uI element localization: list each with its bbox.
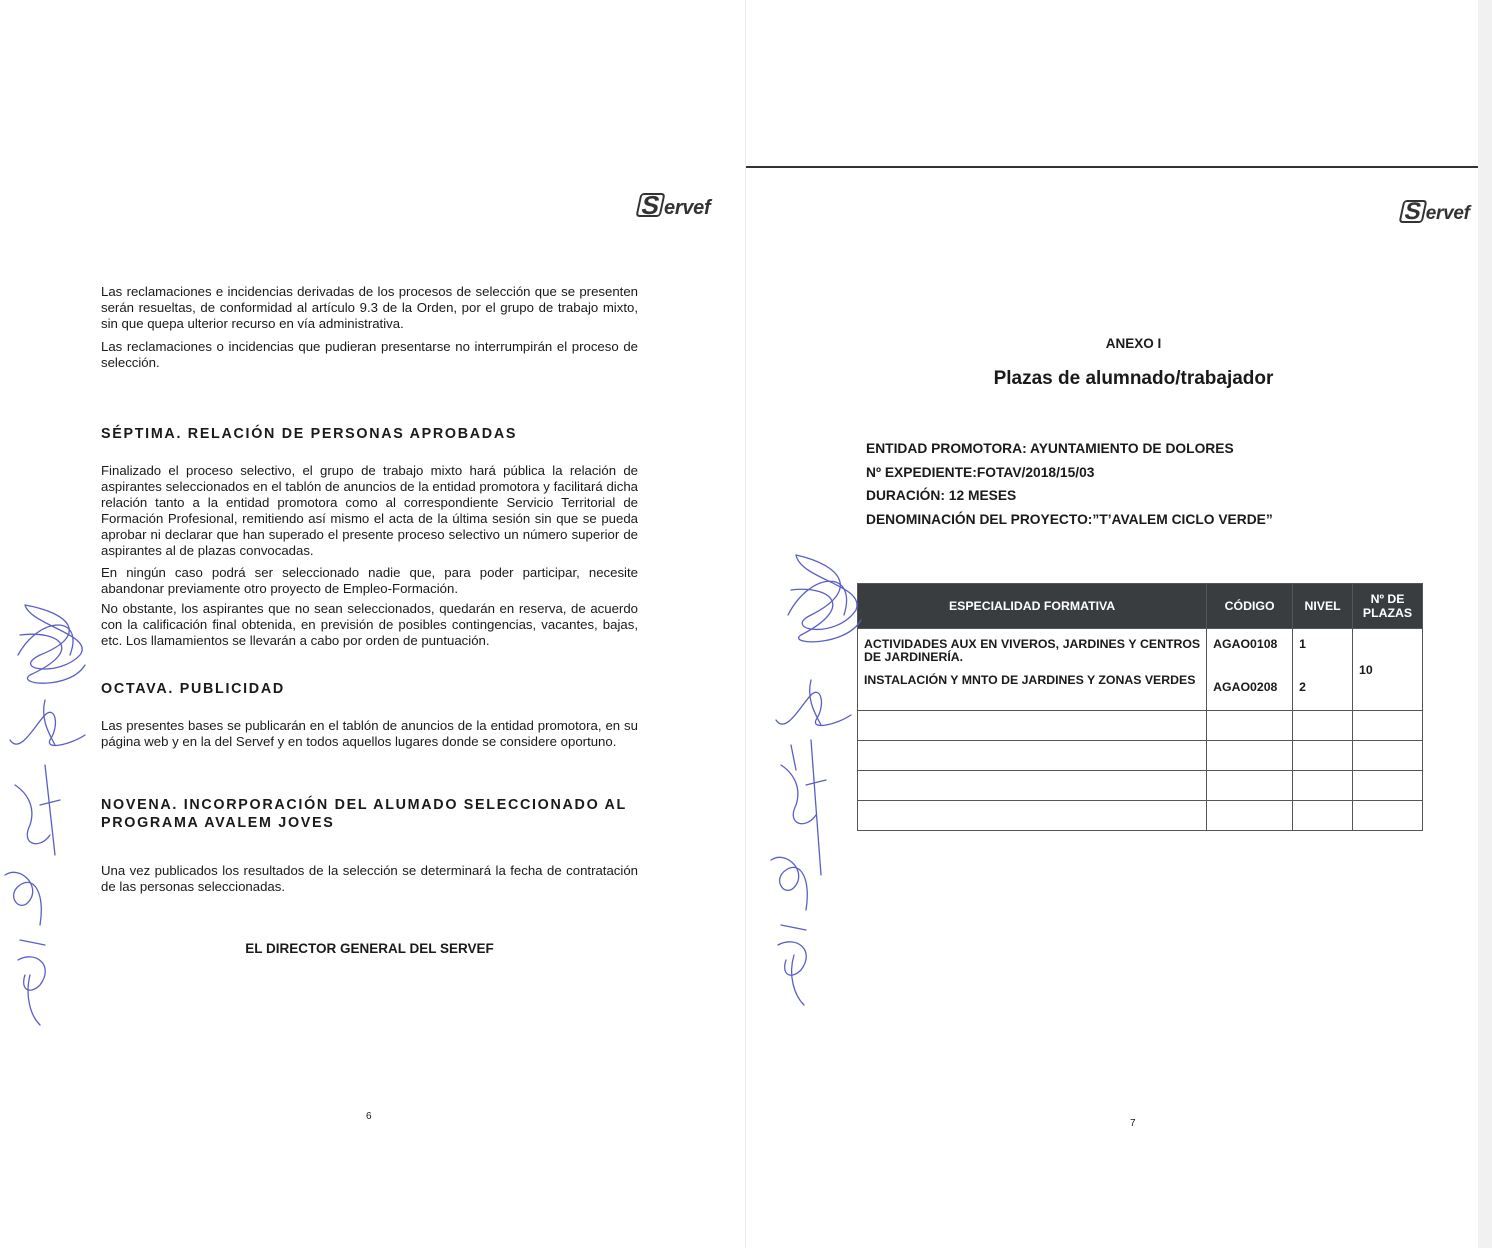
plazas-table [857, 583, 1423, 831]
header-codigo: CÓDIGO [1207, 584, 1293, 629]
especialidad-cell [858, 629, 1207, 711]
section-septima-paragraph-3: No obstante, los aspirantes que no sean seleccionados, quedarán en reserva, de acuerdo con la calificación final obtenida, en previsión de posibles contingencias, vacantes, bajas, etc. Los llamamientos se llevarán a cabo por orden de puntuación. [101, 601, 638, 648]
table-row-empty [858, 771, 1423, 801]
scan-edge [1478, 0, 1492, 1248]
entidad-promotora: ENTIDAD PROMOTORA: AYUNTAMIENTO DE DOLORES [866, 441, 1234, 456]
page-number-right: 7 [1130, 1118, 1136, 1129]
document-page-right [745, 0, 1479, 1248]
header-nivel: NIVEL [1293, 584, 1353, 629]
handwritten-signature-left [0, 595, 95, 1045]
nivel-cell [1293, 629, 1353, 711]
document-page-left [0, 0, 745, 1248]
table-row-empty [858, 711, 1423, 741]
denominacion-proyecto: DENOMINACIÓN DEL PROYECTO:”T’AVALEM CICLO VERDE” [866, 512, 1273, 527]
codigo-row-1: AGAO0108 [1213, 637, 1278, 651]
nivel-row-2: 2 [1299, 680, 1306, 694]
section-septima-paragraph-2: En ningún caso podrá ser seleccionado nadie que, para poder participar, necesite abandonar previamente otro proyecto de Empleo-Formación. [101, 565, 638, 596]
section-septima-title: SÉPTIMA. RELACIÓN DE PERSONAS APROBADAS [101, 426, 518, 442]
page-number-left: 6 [366, 1111, 372, 1122]
table-header-row [858, 584, 1423, 629]
header-plazas: Nº DE PLAZAS [1353, 584, 1423, 629]
duracion: DURACIÓN: 12 MESES [866, 488, 1017, 503]
section-octava-title: OCTAVA. PUBLICIDAD [101, 681, 285, 697]
especialidad-row-1: ACTIVIDADES AUX EN VIVEROS, JARDINES Y CENTROS DE JARDINERÍA. [864, 637, 1201, 664]
section-novena-paragraph: Una vez publicados los resultados de la selección se determinará la fecha de contratación de las personas seleccionadas. [101, 863, 638, 894]
especialidad-row-2: INSTALACIÓN Y MNTO DE JARDINES Y ZONAS VERDES [864, 673, 1196, 687]
section-septima-paragraph-1: Finalizado el proceso selectivo, el grupo de trabajo mixto hará pública la relación de aspirantes seleccionados en el tablón de anuncios de la entidad promotora y facilitará dicha relación tanto a la entidad promotora como al correspondiente Servicio Territorial de Formación Profesional, remitiendo así mismo el acta de la última sesión sin que se pueda aprobar ni declarar que han superado el presente proceso selectivo un número superior de aspirantes al de plazas convocadas. [101, 463, 638, 558]
annex-title: Plazas de alumnado/trabajador [993, 368, 1274, 389]
section-octava-paragraph: Las presentes bases se publicarán en el tablón de anuncios de la entidad promotora, en su página web y en la del Servef y en todos aquellos lugares donde se considere oportuno. [101, 718, 638, 749]
nivel-row-1: 1 [1299, 637, 1306, 651]
signature-director: EL DIRECTOR GENERAL DEL SERVEF [245, 941, 494, 956]
codigo-cell [1207, 629, 1293, 711]
plazas-total-cell: 10 [1353, 629, 1423, 711]
servef-logo: S ervef [1401, 200, 1470, 225]
section-novena-title: NOVENA. INCORPORACIÓN DEL ALUMADO SELECCIONADO AL PROGRAMA AVALEM JOVES [101, 797, 627, 831]
servef-logo: Servef [638, 193, 710, 220]
table-row-empty [858, 741, 1423, 771]
header-especialidad: ESPECIALIDAD FORMATIVA [858, 584, 1207, 629]
intro-paragraph-1: Las reclamaciones e incidencias derivadas de los procesos de selección que se presenten serán resueltas, de conformidad al artículo 9.3 de la Orden, por el grupo de trabajo mixto, sin que quepa ulterior recurso en vía administrativa. [101, 284, 638, 331]
intro-paragraph-2: Las reclamaciones o incidencias que pudieran presentarse no interrumpirán el proceso de selección. [101, 339, 638, 370]
page-top-edge [746, 166, 1479, 168]
handwritten-signature-right [766, 545, 871, 1015]
annex-label: ANEXO I [1105, 336, 1162, 351]
numero-expediente: Nº EXPEDIENTE:FOTAV/2018/15/03 [866, 465, 1095, 480]
codigo-row-2: AGAO0208 [1213, 680, 1278, 694]
servef-logo-text: ervef [664, 197, 711, 219]
servef-logo-text: ervef [1425, 203, 1470, 224]
table-row-empty [858, 801, 1423, 831]
table-row [858, 629, 1423, 711]
